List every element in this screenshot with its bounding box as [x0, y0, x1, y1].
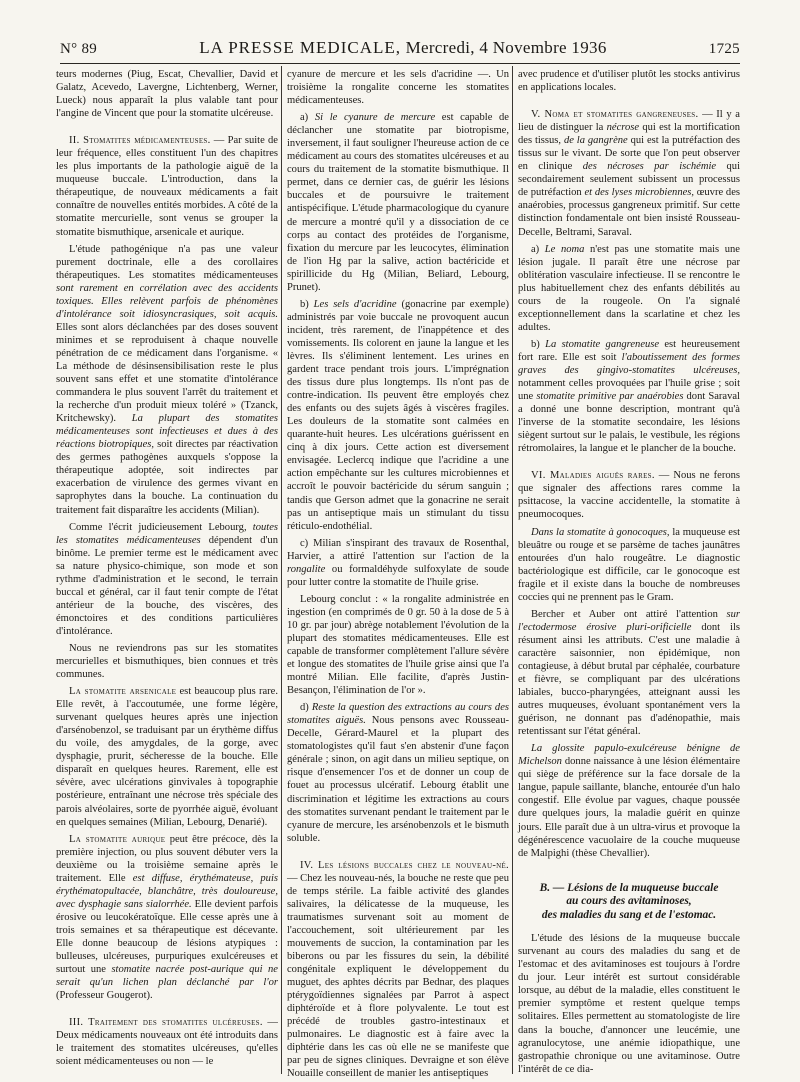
- paragraph: La stomatite arsenicale est beaucoup plus rare. Elle revêt, à l'accoutumée, une forme légère, survenant quelques heures après une injection d'arsénobenzol, se traduisant par un érythème diffus du voile, des amygdales, de la gorge, avec dysphagie, prurit, sécheresse de la bouche. Elle disparaît en quelques heures. Rarement, elle est sévère, avec ulcérations ginvivales à topographie postérieure, entraînant une nécrose très spéciale des parois alvéolaires, sorte de pyorrhée aiguë, évoluant en quelques semaines (Milian, Lebourg, Denarié).: [56, 686, 278, 828]
- paragraph: a) Le noma n'est pas une stomatite mais une lésion jugale. Il paraît être une nécrose par oblitération vasculaire infectieuse. Il se rencontre le plus habituellement chez des enfants débilités au cours de la rougeole. On l'a signalé exceptionnellement dans la scarlatine et chez les adultes.: [518, 243, 740, 333]
- paragraph: La glossite papulo-exulcéreuse bénigne de Michelson donne naissance à une lésion élémentaire qui siège de préférence sur la face dorsale de la langue, papule saillante, blanche, entourée d'un halo congestif. Elle évolue par vagues, chaque poussée dure quelques jours, la maladie guérit en quinze jours. Elle paraît due à un ultra-virus et provoque la dégénérescence vacuolaire de la couche muqueuse de Malpighi (thèse Chevallier).: [518, 743, 740, 859]
- paragraph: IV. Les lésions buccales chez le nouveau-né. — Chez les nouveau-nés, la bouche ne reste que peu de temps stérile. La faible activité des glandes salivaires, la délicatesse de la muqueuse, les traumatismes survenant soit au moment de l'accouchement, soit ultérieurement par les mouvements de succion, la contamination par les biberons ou par les fissures du sein, la débilité congénitale expliquent le développement du muguet, des aphtes décrits par Bednar, des plaques ptérygoïdiennes signalées par Parrot à aspect diphtéroïde et à flore polyvalente. Le tout est précédé de troubles gastro-intestinaux et pulmonaires. Le diagnostic est à faire avec la diphtérie dans les cas où elle ne se manifeste que par peu de signes cliniques. Devraigne et son élève Nouaille conseillent de manier les antiseptiques: [287, 859, 509, 1080]
- section-heading: V. Noma et stomatites gangreneuses.: [531, 109, 699, 121]
- journal-title: LA PRESSE MEDICALE,: [199, 38, 402, 57]
- column-divider: [512, 66, 513, 1074]
- section-heading: III. Traitement des stomatites ulcéreuses.: [69, 1017, 263, 1029]
- paragraph: II. Stomatites médicamenteuses. — Par suite de leur fréquence, elles constituent l'un des chapitres les plus importants de la pathologie aiguë de la muqueuse buccale. L'introduction, dans la thérapeutique, de nouveaux médicaments a fait connaître de nouvelles entités morbides. A côté de la stomatite mercurielle, sont venus se grouper la stomatite bismuthique, arsenicale et aurique.: [56, 135, 278, 238]
- paragraph: V. Noma et stomatites gangreneuses. — Il y a lieu de distinguer la nécrose qui est la mortification des tissus, de la gangrène qui est la putréfaction des tissus sur le vivant. De sorte que l'on peut observer en clinique des nécroses par ischémie qui secondairement seulement subissent un processus de putréfaction et des lyses microbiennes, œuvre des anaérobies, processus gangreneux primitif. Sur cette distinction fondamentale ont bien insisté Rousseau-Decelle, Beltrami, Saraval.: [518, 109, 740, 238]
- column-2: [287, 68, 509, 1080]
- paragraph: L'étude des lésions de la muqueuse buccale survenant au cours des maladies du sang et de l'estomac et des avitaminoses est toujours à l'ordre du jour. Leur intérêt est surtout considérable lorsque, au début de la maladie, elles constituent le premier symptôme et restent quelque temps solitaires. Elles permettent au stomatologiste de lire dans la bouche, d'annoncer une leucémie, une agranulocytose, une anémie idiopathique, une gastropathie chronique ou une avitaminose. Outre l'intérêt de ce dia-: [518, 933, 740, 1075]
- page-header: [60, 38, 740, 62]
- column-divider: [281, 66, 282, 1074]
- paragraph: VI. Maladies aiguës rares. — Nous ne ferons que signaler des affections rares comme la psittacose, la vaccine accidentelle, la stomatite à pneumocoques.: [518, 470, 740, 521]
- section-heading: IV. Les lésions buccales chez le nouveau-né.: [300, 859, 509, 871]
- paragraph: d) Reste la question des extractions au cours des stomatites aiguës. Nous pensons avec Rousseau-Decelle, Gérard-Maurel et la plupart des stomatologistes qu'il faut s'en abstenir d'une façon générale ; sinon, on agit dans un milieu septique, on risque d'ensemencer l'os et de donner un coup de fouet au processus ulcératif. Lebourg établit une discrimination et légitime les extractions au cours des stomatites survenant pendant le traitement par le cyanure de mercure, les arsénobenzols et le bismuth soluble.: [287, 702, 509, 844]
- paragraph: b) Les sels d'acridine (gonacrine par exemple) administrés par voie buccale ne provoquent aucun incident, très rarement, de l'inappétence et des vomissements. Ils colorent en jaune la langue et les lèvres. Ils s'éliminent lentement. Les urines en gardent trace pendant trois jours. L'imprégnation des tissus dure plus longtemps. Ils n'ont pas de contre-indication. Ils peuvent être employés chez des enfants ou des sujets âgés à viscères fragiles. Les douleurs de la stomatite sont calmées en quarante-huit heures. Les ulcérations guérissent en cinq à dix jours. Cette action est diversement envisagée. Leclercq indique que l'acridine a une action empêchante sur les cultures microbiennes et accroît le pouvoir bactéricide du sérum sanguin ; tandis que Gerson admet que la gonacrine ne serait pas un antiseptique mais un stimulant du tissu réticulo-endothélial.: [287, 298, 509, 532]
- page-number: 1725: [708, 41, 740, 57]
- paragraph: La stomatite aurique peut être précoce, dès la première injection, ou plus souvent débuter vers la deuxième ou la troisième semaine après le traitement. Elle est diffuse, érythémateuse, puis érythématopultacée, blanchâtre, très douloureuse, avec dysphagie sans sialorrhée. Elle devient parfois érosive ou leucokératoïque. Elle cesse après une à trois semaines et sa thérapeutique est décevante. Elle donne beaucoup de lésions atypiques : bulleuses, ulcéreuses, purpuriques exulcéreuses et surtout une stomatite nacrée post-aurique qui ne serait qu'un lichen plan déclanché par l'or (Professeur Gougerot).: [56, 833, 278, 1002]
- paragraph: cyanure de mercure et les sels d'acridine —. Un troisième la rongalite concerne les stomatites médicamenteuses.: [287, 69, 509, 107]
- section-heading: II. Stomatites médicamenteuses.: [69, 135, 211, 147]
- column-1: [56, 68, 278, 1073]
- header-rule: [60, 63, 740, 64]
- paragraph: Lebourg conclut : « la rongalite administrée en ingestion (en comprimés de 0 gr. 50 à la dose de 5 à 10 gr. par jour) abrège notablement l'évolution de la plupart des stomatites médicamenteuses. Elle est capable de transformer complètement l'allure sévère et longue des stomatites de l'huile grise ainsi que l'a montré Milian. Elle facilite, d'après Justin-Besançon, l'élimination de l'or ».: [287, 593, 509, 697]
- paragraph: b) La stomatite gangreneuse est heureusement fort rare. Elle est soit l'aboutissement des formes graves des gingivo-stomatites ulcéreuses, notamment celles provoquées par l'huile grise ; soit une stomatite primitive par anaérobies dont Saraval a donné une bonne description, montrant qu'à l'inverse de la stomatite secondaire, les lésions siègent surtout sur le palais, le vestibule, les régions rétromolaires, la langue et le plancher de la bouche.: [518, 338, 741, 455]
- paragraph: a) Si le cyanure de mercure est capable de déclancher une stomatite par biotropisme, inversement, il faut souligner l'heureuse action de ce médicament au cours des stomatites ulcéreuses et au cours du traitement de la stomatite bismuthique. Il permet, dans ce dernier cas, de guérir les lésions buccales et de poursuivre le traitement antispécifique. L'étude pharmacologique du cyanure de mercure a montré qu'il y a dissociation de ce corps au contact des protéides de l'organisme, fixation du mercure par les leucocytes, élimination de l'ion Hg par la salive, action bactéricide et spirillicide du Hg (Milian, Beliard, Lebourg, Prunet).: [287, 112, 509, 293]
- paragraph: Dans la stomatite à gonocoques, la muqueuse est bleuâtre ou rouge et se parsème de taches jaunâtres entourées d'un halo rougeâtre. Le diagnostic bactériologique est difficile, car le gonocoque est fragile et il existe dans la bouche de nombreuses coccies qui ne prennent pas le Gram.: [518, 526, 740, 603]
- issue-number: N° 89: [60, 41, 98, 57]
- paragraph: Comme l'écrit judicieusement Lebourg, toutes les stomatites médicamenteuses dépendent d'un binôme. Le premier terme est le médicament avec sa nature physico-chimique, son mode et son rythme d'administration et le second, le terrain buccal et général, car il faut tenir compte de l'état antérieur de la bouche, des viscères, des émonctoires et des conditions particulières d'intolérance.: [56, 521, 278, 637]
- subsection-heading: La stomatite aurique: [69, 833, 166, 845]
- section-b-heading: B. — Lésions de la muqueuse buccale au cours des avitaminoses, des maladies du sang et de l'estomac.: [539, 881, 719, 921]
- paragraph: Bercher et Auber ont attiré l'attention sur l'ectodermose érosive pluri-orificielle dont ils résument ainsi les attributs. C'est une maladie à caractère saisonnier, non épidémique, non contagieuse, à début brutal par céphalée, courbature et fièvre, se compliquant par des ulcérations labiales, bucco-pharyngées, atteignant aussi les autres muqueuses, évoluant spontanément vers la guérison, ne donnant pas d'adénopathie, mais retentissant sur l'état général.: [518, 608, 740, 738]
- column-3: [518, 68, 740, 1073]
- paragraph: teurs modernes (Piug, Escat, Chevallier, David et Galatz, Acevedo, Lavergne, Lichtenberg, Werner, Lueck) nous apparaît la plus valable tant pour l'angine de Vincent que pour la stomatite ulcéreuse.: [56, 69, 278, 120]
- masthead: [199, 38, 606, 58]
- paragraph: L'étude pathogénique n'a pas une valeur purement doctrinale, elle a des corollaires thérapeutiques. Les stomatites médicamenteuses sont rarement en corrélation avec des accidents toxiques. Elles relèvent parfois de phénomènes d'intolérance soit idiosyncrasiques, soit acquis. Elles sont alors déclanchées par des doses souvent minimes et se reproduisent à chaque nouvelle pénétration de ce médicament dans l'organisme. « La méthode de désinsensibilisation reste le plus souvent sans effet et une stomatite d'intolérance commandera le plus souvent l'arrêt du traitement et la recherche d'un produit mieux toléré » (Tzanck, Kritchewsky). La plupart des stomatites médicamenteuses sont infectieuses et dues à des réactions biotropiques, soit directes par réactivation des germes pathogènes auxquels s'oppose la thérapeutique adoptée, soit indirectes par exacerbation de virulence des germes vivant en saprophytes dans la bouche. La continuation du traitement fait disparaître les accidents (Milian).: [56, 243, 278, 516]
- paragraph: avec prudence et d'utiliser plutôt les stocks antivirus en applications locales.: [518, 69, 740, 94]
- section-heading: VI. Maladies aiguës rares.: [531, 470, 655, 482]
- subsection-heading: La stomatite arsenicale: [69, 686, 177, 698]
- paragraph: c) Milian s'inspirant des travaux de Rosenthal, Harvier, a attiré l'attention sur l'action de la rongalite ou formaldéhyde sulfoxylate de soude pour lutter contre la stomatite de l'huile grise.: [287, 537, 509, 588]
- issue-date: Mercredi, 4 Novembre 1936: [405, 38, 607, 57]
- paragraph: Nous ne reviendrons pas sur les stomatites mercurielles et bismuthiques, bien connues et très communes.: [56, 642, 278, 681]
- paragraph: III. Traitement des stomatites ulcéreuses. — Deux médicaments nouveaux ont été introduits dans le traitement des stomatites ulcéreuses, qu'elles soient médicamenteuses ou non — le: [56, 1017, 278, 1068]
